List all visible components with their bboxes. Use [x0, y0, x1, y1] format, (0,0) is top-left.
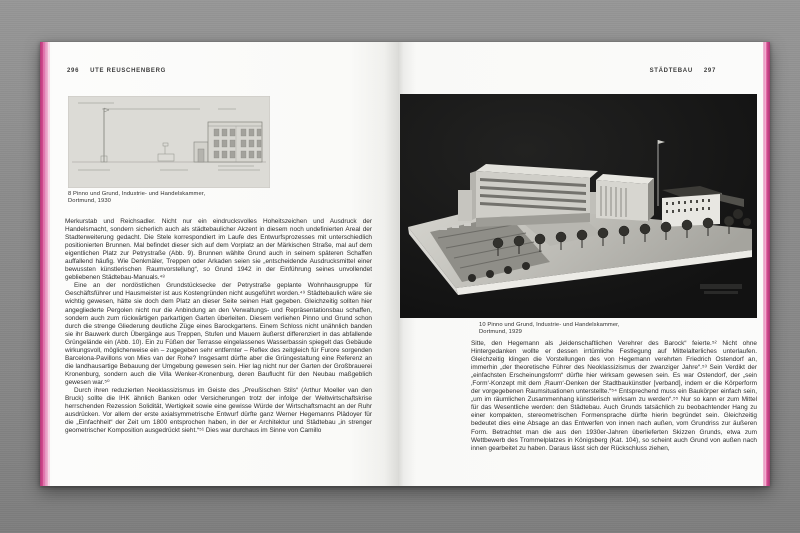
book-spread: [40, 42, 770, 486]
left-figure-caption: [68, 191, 205, 205]
left-caption-line2: Dortmund, 1930: [68, 198, 111, 205]
right-figure-caption: [479, 322, 620, 336]
left-running-title: UTE REUSCHENBERG: [90, 68, 166, 74]
pink-page-edges-right: [760, 42, 770, 486]
left-body-text: [65, 218, 372, 476]
paragraph: Durch ihren reduzierten Neoklassizismus im Geiste des „Preußischen Stils“ (Arthur Moeller van den Bruck) sollte die IHK ähnlich Banken oder Versicherungen trotz der infolge der Weltwirtschaftskrise herrschenden Rezession Solidität, Wertigkeit sowie eine gewisse Würde der Wirtschaftsmacht an der Ruhr ausdrücken. Vor allem der erste axialsymmetrische Entwurf dürfte ganz Werner Hegemanns Plädoyer für die „Einfachheit“ der Zeit um 1800 entsprochen haben, in der er Architektur und Städtebau „in strenger geometrischer Komposition ausgedrückt sieht.“⁵¹ Dies war durchaus im Sinne von Camillo: [65, 386, 372, 435]
right-running-header: [650, 68, 716, 74]
left-caption-line1: 8 Pinno und Grund, Industrie- und Handelskammer,: [68, 191, 206, 197]
left-page-number: 296: [67, 68, 80, 74]
model-photograph-figure: [400, 94, 757, 318]
left-page: [52, 42, 398, 486]
left-running-header: [67, 68, 166, 74]
right-caption-line1: 10 Pinno und Grund, Industrie- und Handelskammer,: [479, 322, 620, 328]
paragraph: Sitte, den Hegemann als „leidenschaftlichen Verehrer des Barock“ feierte.⁵² Nicht ohne Hintergedanken wollte er dessen irrtümliche Festlegung auf Mittelalterliches unterlaufen. Gleichzeitig klingen die Vorstellungen des von Hegemann verehrten Friedrich Ostendorf an, immerhin „der theoretische Führer des Neoklassizismus der zwanziger Jahre“.⁵³ Sein Verdikt der „einfachsten Erscheinungsform“ dürfte hier wirksam gewesen sein. Es war Ostendorf, der „sein ‚Form‘-Konzept mit dem ‚Raum‘-Denken der Stadtbaukünstler [verband], indem er die Körperform der vorgegebenen Raumsituationen unterstellte.“⁵⁴ Entsprechend muss ein Baukörper einfach sein, „um im räumlichen Zusammenhang künstlerisch wirksam zu werden“.⁵⁵ Nur so kann er zum Mittel für das Wesentliche werden: den Städtebau. Auch Grunds tatsächlich zu beobachtender Hang zu einer kompakten, stereometrischen Formensprache dürfte hierin begründet sein. Gleichzeitig bedeutet dies eine Absage an das Entwerfen von innen nach außen, vom Grundriss zur äußeren Form. Betrachtet man die aus den 1930er-Jahren überlieferten Skizzen Grunds, etwa zum Wettbewerb des Trommelplatzes in Königsberg (Kat. 104), so scheint auch Grund von außen nach innen gearbeitet zu haben. Daraus lässt sich der Rückschluss ziehen,: [471, 340, 757, 452]
right-running-title: STÄDTEBAU: [649, 68, 693, 74]
right-page: [398, 42, 760, 486]
right-page-number: 297: [703, 68, 716, 74]
paragraph: Eine an der nordöstlichen Grundstücksecke der Petrystraße geplante Wohnhausgruppe für Geschäftsführer und Hausmeister ist aus Kostengründen nicht ausgeführt worden.⁴⁹ Städtebaulich wäre sie wichtig gewesen, hätte sie doch dem Platz an dieser Seite seinen Halt gegeben. Gleichzeitig sollten hier angegliederte Pergolen nicht nur die Anbindung an den Verwaltungs- und Repräsentationsbau schaffen, sondern auch zum rückwärtigen parkartigen Garten überleiten. Diesem verliehen Pinno und Grund schon durch die strenge Gliederung deutliche Züge eines Barockgartens. Einem Schloss nicht unähnlich banden sie ihr Bauwerk durch Übergänge aus Treppen, Stufen und Mauern äußerst differenziert in das abfallende Grüngelände ein (Abb. 10). Ein zu Füßen der Terrasse eingelassenes Wasserbassin spiegelt das Gebäude wirkungsvoll, möglicherweise ein – zugegeben sehr entfernter – Reflex des zeitgleich für Furore sorgenden Barcelona-Pavillons von Mies van der Rohe? Insgesamt dürfte aber die Grüngestaltung eine Referenz an die landhausartige Bebauung der Umgebung gewesen sein. Hier lag nicht nur der Garten der Großbrauerei Kronenburg, sondern auch die Villa Wenker-Kronenburg, deren Bauflucht für den Neubau maßgeblich gewesen war.⁵⁰: [65, 282, 372, 386]
pink-page-edges-left: [40, 42, 52, 486]
right-body-text: [471, 340, 757, 482]
architectural-drawing-figure: [68, 96, 270, 188]
right-caption-line2: Dortmund, 1929: [479, 329, 522, 336]
paragraph: Merkurstab und Reichsadler. Nicht nur ein eindrucksvolles Hoheitszeichen und Ausdruck der Handelsmacht, sondern sicherlich auch als städtebaulicher Akzent in diesem noch undefinierten Areal der Stadterweiterung gedacht. Die Stele korrespondiert im Laufe des Entwurfsprozesses mit unterschiedlich positionierten Brunnen. Mal befindet dieser sich auf dem Vorplatz an der Märkischen Straße, mal auf dem eigentlichen Platz zur Petrystraße (Abb. 9). Brunnen wählte Grund auch in seinem späteren Schaffen auffallend häufig. Wie Denkmäler, Treppen oder Arkaden seien sie „entscheidende Ausdrucksmittel einer bewussten künstlerischen Raumvorstellung“, so Grund 1942 in der Einführung seines unvollendet gebliebenen Städtebau-Manuals.⁴⁸: [65, 218, 372, 282]
